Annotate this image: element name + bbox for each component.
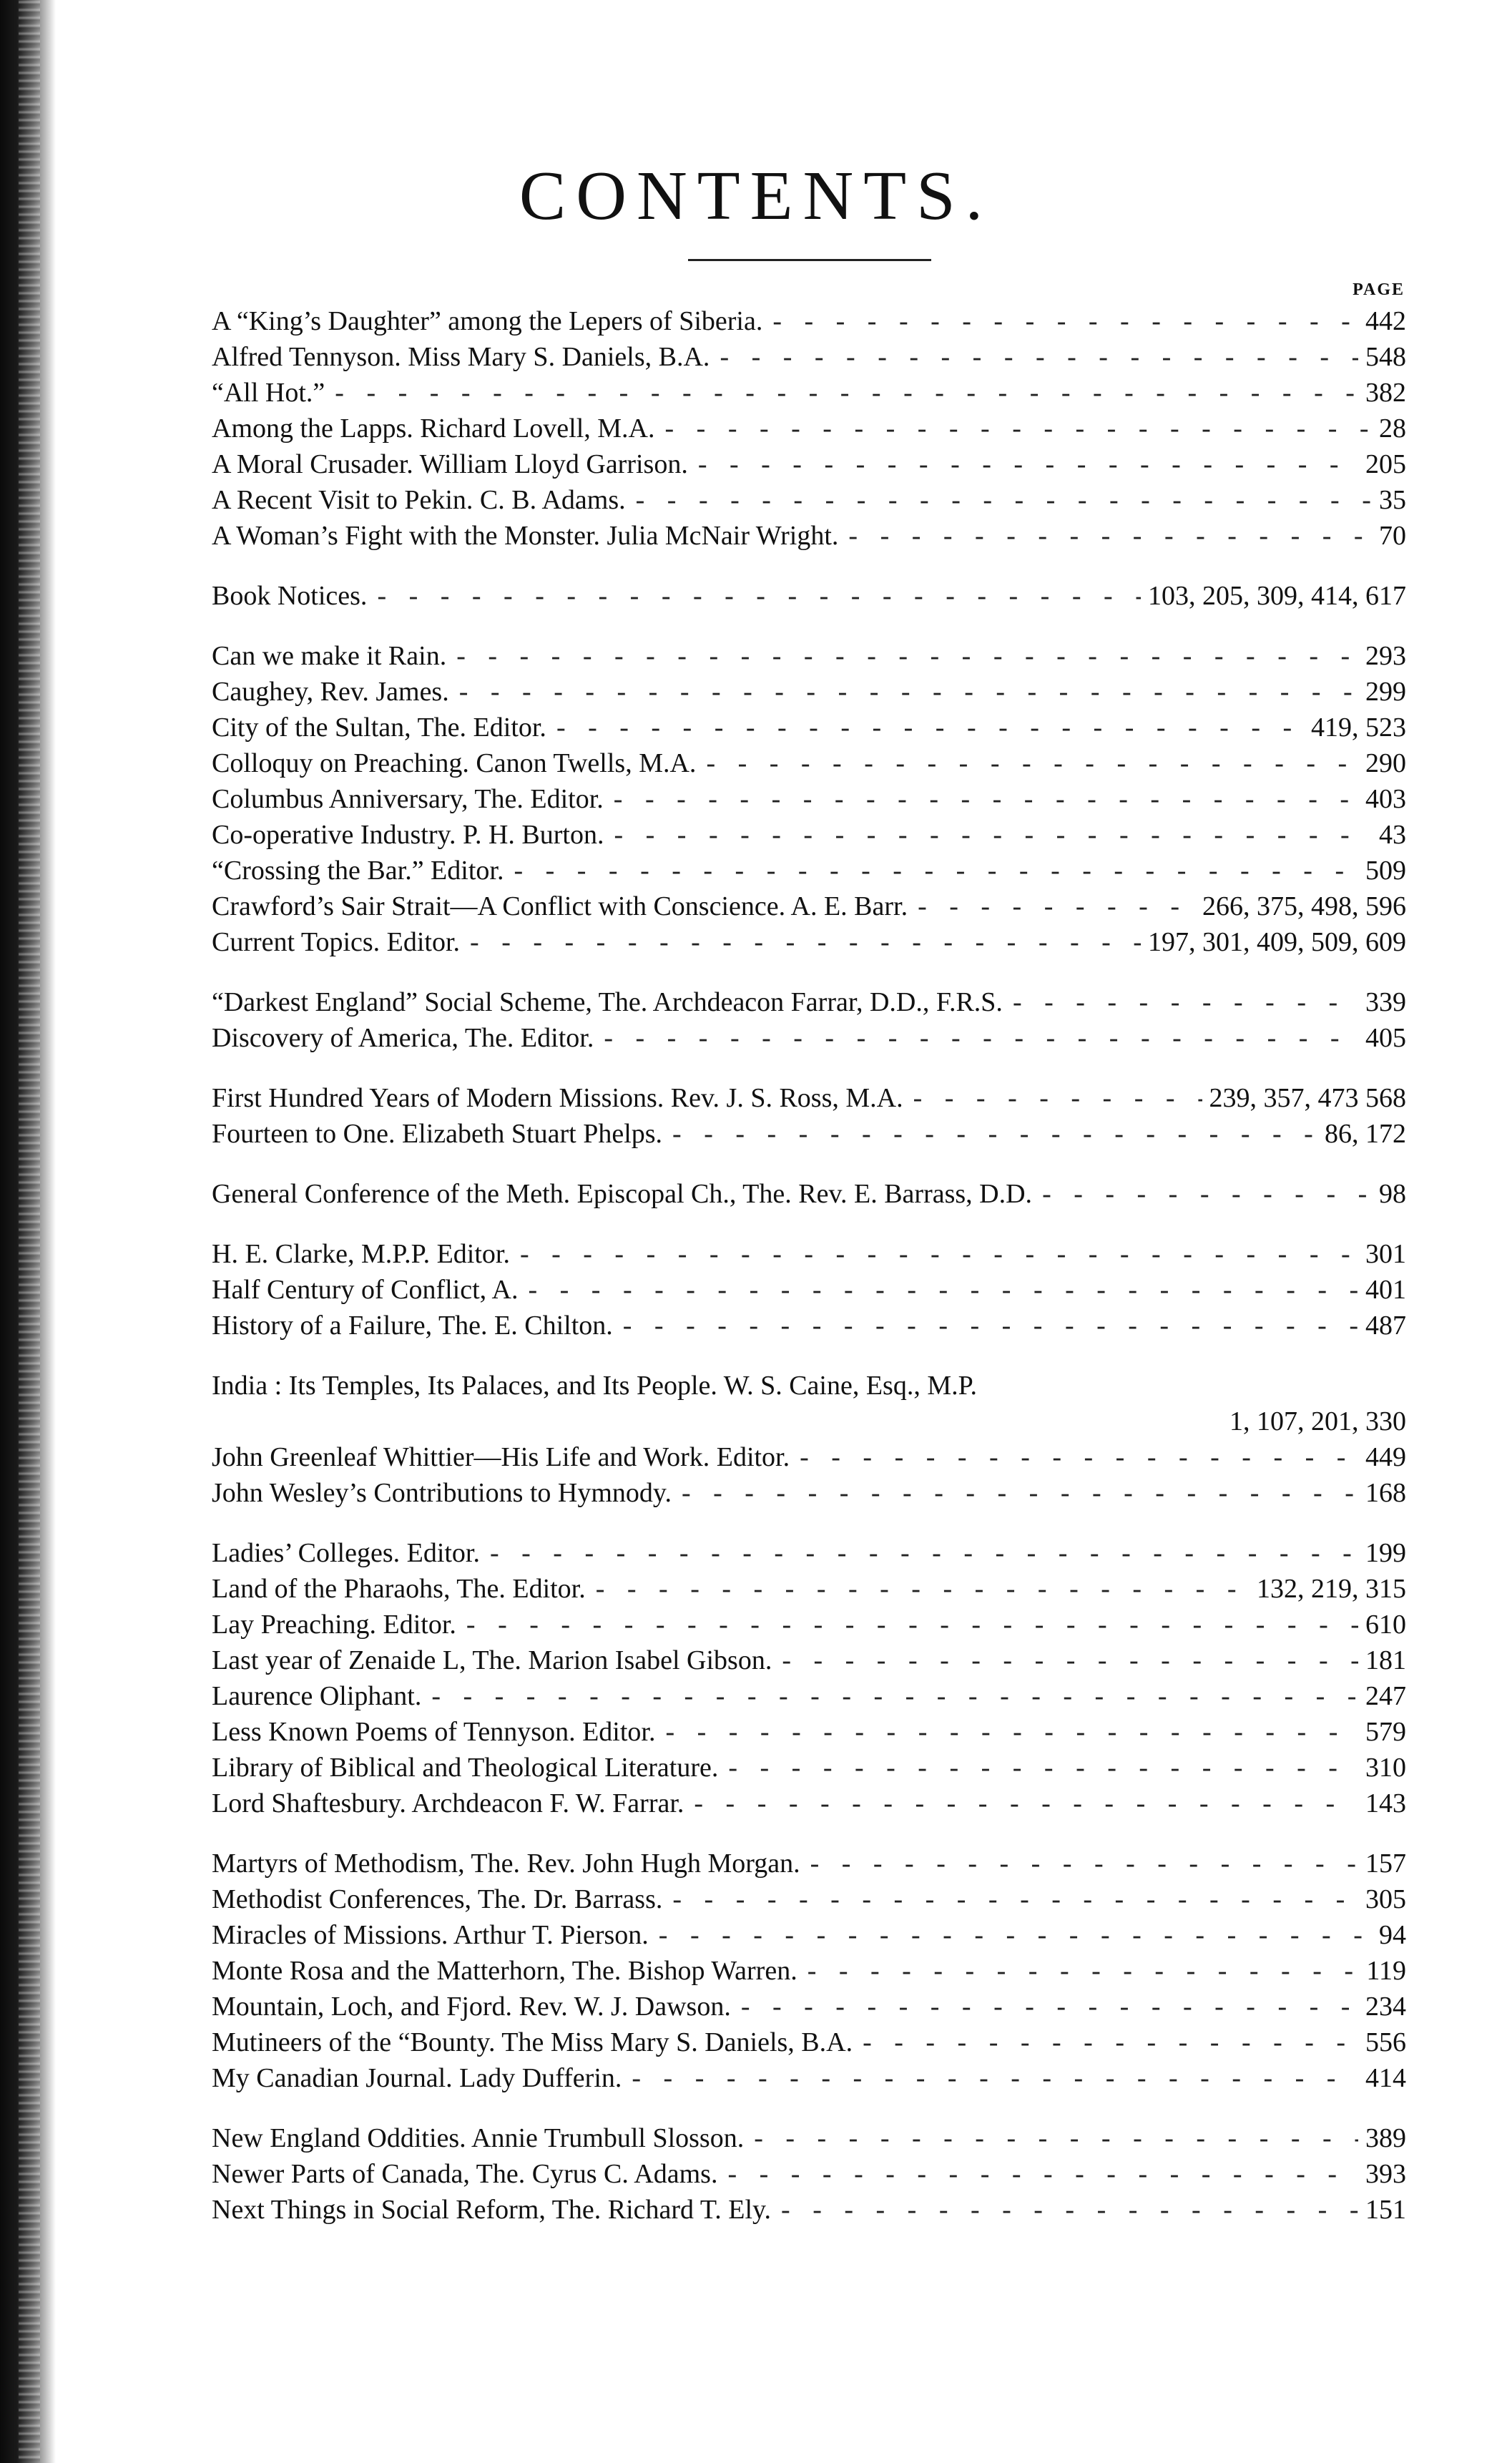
toc-entry: [212, 853, 1406, 888]
toc-letter-group: [212, 1535, 1406, 1821]
entry-title: Last year of Zenaide L, The. Marion Isabel Gibson.: [212, 1645, 772, 1675]
dot-leader: [456, 638, 1358, 674]
entry-page-numbers: 103, 205, 309, 414, 617: [1148, 581, 1406, 611]
entry-title: My Canadian Journal. Lady Dufferin.: [212, 2063, 622, 2093]
dot-leader: [470, 924, 1141, 960]
toc-entry: [212, 984, 1406, 1020]
entry-page-numbers-continued: 1, 107, 201, 330: [1229, 1406, 1406, 1436]
entry-title: India : Its Temples, Its Palaces, and Its People. W. S. Caine, Esq., M.P.: [212, 1371, 978, 1401]
entry-title: Miracles of Missions. Arthur T. Pierson.: [212, 1920, 649, 1950]
toc-entry: [212, 1750, 1406, 1786]
dot-leader: [528, 1272, 1358, 1308]
entry-page-numbers: 239, 357, 473 568: [1209, 1083, 1406, 1113]
toc-entry: [212, 745, 1406, 781]
toc-entry: [212, 1475, 1406, 1511]
entry-title: First Hundred Years of Modern Missions. Rev. J. S. Ross, M.A.: [212, 1083, 903, 1113]
entry-title: Martyrs of Methodism, The. Rev. John Hugh Morgan.: [212, 1849, 800, 1879]
entry-title: A Recent Visit to Pekin. C. B. Adams.: [212, 485, 626, 515]
entry-page-numbers: 132, 219, 315: [1257, 1574, 1406, 1604]
entry-title: General Conference of the Meth. Episcopal Ch., The. Rev. E. Barrass, D.D.: [212, 1179, 1033, 1209]
entry-page-numbers: 290: [1365, 748, 1406, 778]
dot-leader: [665, 1714, 1358, 1750]
entry-page-numbers: 70: [1379, 521, 1406, 551]
dot-leader: [604, 1020, 1358, 1056]
entry-title: Among the Lapps. Richard Lovell, M.A.: [212, 413, 655, 444]
dot-leader: [800, 1439, 1358, 1475]
toc-entry: [212, 1116, 1406, 1152]
entry-page-numbers: 403: [1365, 784, 1406, 814]
entry-title: H. E. Clarke, M.P.P. Editor.: [212, 1239, 510, 1269]
dot-leader: [863, 2024, 1358, 2060]
entry-page-numbers: 205: [1365, 449, 1406, 479]
toc-entry: [212, 1020, 1406, 1056]
entry-page-numbers: 234: [1365, 1992, 1406, 2022]
dot-leader: [632, 2060, 1358, 2096]
dot-leader: [706, 745, 1358, 781]
toc-letter-group: [212, 638, 1406, 960]
toc-letter-group: [212, 2120, 1406, 2228]
toc-entry: [212, 518, 1406, 554]
entry-title: Ladies’ Colleges. Editor.: [212, 1538, 480, 1568]
toc-entry: [212, 1846, 1406, 1881]
entry-page-numbers: 405: [1365, 1023, 1406, 1053]
entry-page-numbers: 548: [1365, 342, 1406, 372]
toc-entry: [212, 2156, 1406, 2192]
entry-page-numbers: 301: [1365, 1239, 1406, 1269]
toc-entry: [212, 303, 1406, 339]
entry-page-numbers: 442: [1365, 306, 1406, 336]
entry-page-numbers: 43: [1379, 820, 1406, 850]
toc-entry: [212, 2192, 1406, 2228]
dot-leader: [672, 1116, 1317, 1152]
dot-leader: [614, 781, 1358, 817]
dot-leader: [596, 1571, 1250, 1607]
entry-title: City of the Sultan, The. Editor.: [212, 713, 546, 743]
dot-leader: [623, 1308, 1358, 1343]
dot-leader: [782, 1642, 1358, 1678]
toc-entry: [212, 1535, 1406, 1571]
toc-entry: [212, 1786, 1406, 1821]
toc-entry: [212, 817, 1406, 853]
toc-entry: [212, 710, 1406, 745]
page-title: CONTENTS.: [519, 157, 993, 235]
dot-leader: [754, 2120, 1358, 2156]
toc-entry: [212, 674, 1406, 710]
toc-entry: [212, 638, 1406, 674]
dot-leader: [741, 1989, 1358, 2024]
toc-entry: [212, 1439, 1406, 1475]
entry-title: Newer Parts of Canada, The. Cyrus C. Adams.: [212, 2159, 718, 2189]
dot-leader: [698, 446, 1358, 482]
entry-page-numbers: 305: [1365, 1884, 1406, 1914]
entry-page-numbers: 389: [1365, 2123, 1406, 2153]
entry-title: A “King’s Daughter” among the Lepers of Siberia.: [212, 306, 763, 336]
entry-title: “All Hot.”: [212, 378, 325, 408]
entry-title: John Wesley’s Contributions to Hymnody.: [212, 1478, 672, 1508]
entry-title: Co-operative Industry. P. H. Burton.: [212, 820, 604, 850]
dot-leader: [781, 2192, 1358, 2228]
entry-page-numbers: 382: [1365, 378, 1406, 408]
dot-leader: [727, 2156, 1358, 2192]
entry-title: Can we make it Rain.: [212, 641, 447, 671]
entry-title: “Darkest England” Social Scheme, The. Archdeacon Farrar, D.D., F.R.S.: [212, 987, 1003, 1017]
toc-entry: [212, 888, 1406, 924]
toc-entry: [212, 1989, 1406, 2024]
book-binding-edge: [0, 0, 56, 2463]
entry-page-numbers: 393: [1365, 2159, 1406, 2189]
entry-page-numbers: 35: [1379, 485, 1406, 515]
entry-page-numbers: 28: [1379, 413, 1406, 444]
entry-page-numbers: 86, 172: [1325, 1119, 1406, 1149]
entry-page-numbers: 449: [1365, 1442, 1406, 1472]
toc-entry: [212, 781, 1406, 817]
entry-page-numbers: 579: [1365, 1717, 1406, 1747]
dot-leader: [848, 518, 1372, 554]
entry-page-numbers: 143: [1365, 1788, 1406, 1818]
entry-page-numbers: 414: [1365, 2063, 1406, 2093]
dot-leader: [807, 1953, 1360, 1989]
toc-entry: [212, 2120, 1406, 2156]
toc-entry: [212, 2024, 1406, 2060]
toc-entry: [212, 1368, 1406, 1404]
dot-leader: [913, 1080, 1202, 1116]
toc-entry: [212, 482, 1406, 518]
entry-page-numbers: 199: [1365, 1538, 1406, 1568]
entry-page-numbers: 401: [1365, 1275, 1406, 1305]
entry-title: Colloquy on Preaching. Canon Twells, M.A.: [212, 748, 697, 778]
toc-entry: [212, 1678, 1406, 1714]
entry-title: Columbus Anniversary, The. Editor.: [212, 784, 604, 814]
entry-title: Caughey, Rev. James.: [212, 677, 449, 707]
toc-entry: [212, 1881, 1406, 1917]
entry-title: John Greenleaf Whittier—His Life and Work. Editor.: [212, 1442, 790, 1472]
dot-leader: [659, 1917, 1372, 1953]
entry-title: A Moral Crusader. William Lloyd Garrison.: [212, 449, 688, 479]
table-of-contents: [212, 303, 1406, 2252]
entry-page-numbers: 610: [1365, 1610, 1406, 1640]
entry-page-numbers: 487: [1365, 1311, 1406, 1341]
entry-title: Lay Preaching. Editor.: [212, 1610, 456, 1640]
entry-page-numbers: 181: [1365, 1645, 1406, 1675]
entry-title: Fourteen to One. Elizabeth Stuart Phelps.: [212, 1119, 663, 1149]
dot-leader: [694, 1786, 1358, 1821]
dot-leader: [377, 578, 1141, 614]
dot-leader: [672, 1881, 1358, 1917]
entry-title: Monte Rosa and the Matterhorn, The. Bishop Warren.: [212, 1956, 797, 1986]
entry-title: Land of the Pharaohs, The. Editor.: [212, 1574, 586, 1604]
toc-entry: [212, 924, 1406, 960]
dot-leader: [614, 817, 1372, 853]
toc-entry: [212, 446, 1406, 482]
entry-page-numbers: 310: [1365, 1753, 1406, 1783]
entry-page-numbers: 419, 523: [1311, 713, 1406, 743]
entry-title: Crawford’s Sair Strait—A Conflict with Conscience. A. E. Barr.: [212, 891, 908, 921]
toc-entry: [212, 1308, 1406, 1343]
entry-title: Current Topics. Editor.: [212, 927, 461, 957]
dot-leader: [636, 482, 1372, 518]
entry-title: Laurence Oliphant.: [212, 1681, 422, 1711]
title-rule: [688, 259, 931, 261]
toc-entry: [212, 1176, 1406, 1212]
toc-entry: [212, 2060, 1406, 2096]
dot-leader: [459, 674, 1358, 710]
entry-page-numbers: 94: [1379, 1920, 1406, 1950]
dot-leader: [556, 710, 1304, 745]
entry-title: Discovery of America, The. Editor.: [212, 1023, 594, 1053]
entry-page-numbers: 157: [1365, 1849, 1406, 1879]
entry-title: New England Oddities. Annie Trumbull Slosson.: [212, 2123, 745, 2153]
entry-page-numbers: 509: [1365, 856, 1406, 886]
entry-title: Next Things in Social Reform, The. Richard T. Ely.: [212, 2195, 772, 2225]
entry-page-numbers: 168: [1365, 1478, 1406, 1508]
entry-page-numbers: 339: [1365, 987, 1406, 1017]
dot-leader: [918, 888, 1195, 924]
toc-letter-group: [212, 1368, 1406, 1511]
entry-title: Half Century of Conflict, A.: [212, 1275, 519, 1305]
entry-page-numbers: 293: [1365, 641, 1406, 671]
toc-entry: [212, 1571, 1406, 1607]
toc-letter-group: [212, 1846, 1406, 2096]
toc-letter-group: [212, 303, 1406, 554]
toc-letter-group: [212, 1236, 1406, 1343]
dot-leader: [520, 1236, 1358, 1272]
page-column-label: PAGE: [1353, 280, 1405, 299]
entry-page-numbers: 98: [1379, 1179, 1406, 1209]
entry-title: Library of Biblical and Theological Literature.: [212, 1753, 719, 1783]
entry-title: A Woman’s Fight with the Monster. Julia McNair Wright.: [212, 521, 839, 551]
toc-entry: [212, 339, 1406, 375]
toc-entry: [212, 1953, 1406, 1989]
dot-leader: [772, 303, 1358, 339]
entry-page-numbers: 556: [1365, 2027, 1406, 2057]
entry-page-numbers: 299: [1365, 677, 1406, 707]
dot-leader: [682, 1475, 1358, 1511]
dot-leader: [810, 1846, 1358, 1881]
dot-leader: [335, 375, 1358, 411]
entry-title: Less Known Poems of Tennyson. Editor.: [212, 1717, 656, 1747]
dot-leader: [728, 1750, 1358, 1786]
toc-letter-group: [212, 1176, 1406, 1212]
toc-letter-group: [212, 984, 1406, 1056]
toc-entry: [212, 375, 1406, 411]
dot-leader: [720, 339, 1358, 375]
dot-leader: [466, 1607, 1358, 1642]
entry-page-numbers: 197, 301, 409, 509, 609: [1148, 927, 1406, 957]
dot-leader: [514, 853, 1358, 888]
toc-entry: [212, 1080, 1406, 1116]
entry-title: Mountain, Loch, and Fjord. Rev. W. J. Dawson.: [212, 1992, 731, 2022]
toc-entry: [212, 1272, 1406, 1308]
dot-leader: [665, 411, 1372, 446]
toc-entry: [212, 578, 1406, 614]
dot-leader: [1042, 1176, 1372, 1212]
entry-page-numbers: 266, 375, 498, 596: [1202, 891, 1406, 921]
toc-entry: [212, 1917, 1406, 1953]
toc-entry: [212, 1236, 1406, 1272]
toc-entry: [212, 1642, 1406, 1678]
toc-letter-group: [212, 578, 1406, 614]
entry-title: History of a Failure, The. E. Chilton.: [212, 1311, 613, 1341]
toc-entry: [212, 411, 1406, 446]
entry-page-numbers: 151: [1365, 2195, 1406, 2225]
dot-leader: [431, 1678, 1358, 1714]
dot-leader: [1013, 984, 1358, 1020]
entry-title: Mutineers of the “Bounty. The Miss Mary S. Daniels, B.A.: [212, 2027, 853, 2057]
toc-letter-group: [212, 1080, 1406, 1152]
toc-entry: [212, 1714, 1406, 1750]
entry-page-numbers: 247: [1365, 1681, 1406, 1711]
entry-title: Methodist Conferences, The. Dr. Barrass.: [212, 1884, 663, 1914]
entry-title: Lord Shaftesbury. Archdeacon F. W. Farrar.: [212, 1788, 684, 1818]
entry-title: “Crossing the Bar.” Editor.: [212, 856, 504, 886]
entry-title: Alfred Tennyson. Miss Mary S. Daniels, B.A.: [212, 342, 710, 372]
dot-leader: [490, 1535, 1358, 1571]
toc-entry: [212, 1607, 1406, 1642]
entry-title: Book Notices.: [212, 581, 368, 611]
entry-page-numbers: 119: [1366, 1956, 1406, 1986]
